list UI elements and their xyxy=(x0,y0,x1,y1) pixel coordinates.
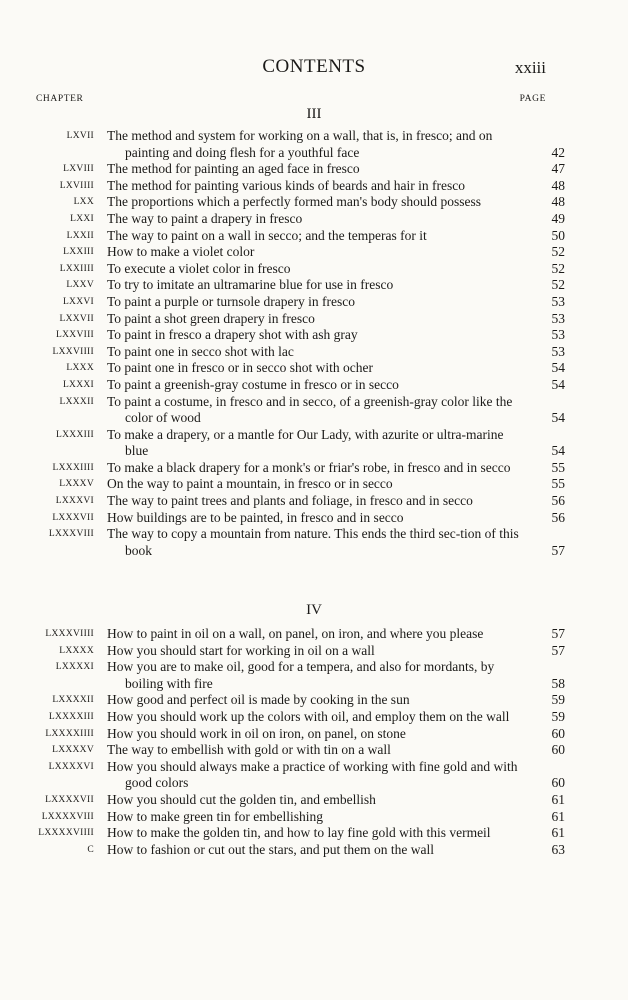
toc-entry xyxy=(0,178,628,195)
toc-entry xyxy=(0,526,628,559)
chapter-number: C xyxy=(87,844,94,855)
chapter-page: 57 xyxy=(551,642,565,658)
toc-entry xyxy=(0,277,628,294)
section-heading-iv: IV xyxy=(306,602,322,618)
chapter-number: LXXXIII xyxy=(56,429,94,440)
chapter-title: To execute a violet color in fresco xyxy=(107,260,291,276)
chapter-page: 53 xyxy=(551,327,565,343)
toc-entry xyxy=(0,643,628,660)
chapter-number: LXXVI xyxy=(62,296,94,307)
chapter-title: To try to imitate an ultramarine blue for use in fresco xyxy=(107,277,394,293)
toc-entry xyxy=(0,294,628,311)
page-column-heading: PAGE xyxy=(519,94,546,104)
chapter-number: LXXI xyxy=(70,213,94,224)
chapter-page: 52 xyxy=(551,244,565,260)
chapter-page: 60 xyxy=(551,775,565,791)
chapter-number: LXXXXVIIII xyxy=(38,828,94,839)
chapter-title: How to fashion or cut out the stars, and put them on the wall xyxy=(107,841,434,857)
chapter-number: LXXXXVIII xyxy=(41,811,94,822)
toc-entry xyxy=(0,228,628,245)
chapter-number: LXXXXIIII xyxy=(45,728,94,739)
toc-entry xyxy=(0,493,628,510)
chapter-number: LXXVII xyxy=(59,313,94,324)
toc-entry xyxy=(0,460,628,477)
chapter-number: LXVIIII xyxy=(59,180,94,191)
chapter-page: 48 xyxy=(551,194,565,210)
chapter-title: The way to paint a drapery in fresco xyxy=(107,210,303,226)
chapter-page: 53 xyxy=(551,343,565,359)
toc-entry xyxy=(0,377,628,394)
chapter-title: To paint a costume, in fresco and in secco, of a greenish-gray color like the color of wood xyxy=(107,393,513,426)
toc-entry xyxy=(0,194,628,211)
chapter-page: 57 xyxy=(551,542,565,558)
toc-entry xyxy=(0,809,628,826)
chapter-title: The way to copy a mountain from nature. This ends the third sec-tion of this book xyxy=(107,526,519,558)
chapter-number: LXVII xyxy=(66,131,94,141)
chapter-number: LXXXXVII xyxy=(45,794,94,805)
chapter-title: How you should work in oil on iron, on panel, on stone xyxy=(107,725,406,741)
chapter-title: How buildings are to be painted, in fresco and in secco xyxy=(107,509,404,525)
page-number: xxiii xyxy=(514,58,546,77)
chapter-title: To paint one in secco shot with lac xyxy=(107,343,294,359)
toc-entry xyxy=(0,792,628,809)
toc-entry xyxy=(0,759,628,792)
chapter-page: 49 xyxy=(551,210,565,226)
chapter-number: LXX xyxy=(73,197,94,208)
toc-entry xyxy=(0,427,628,460)
toc-entry xyxy=(0,692,628,709)
chapter-page: 56 xyxy=(551,493,565,509)
chapter-title: How to paint in oil on a wall, on panel, on iron, and where you please xyxy=(107,626,484,641)
chapter-title: How you are to make oil, good for a tempera, and also for mordants, by boiling with fire xyxy=(107,659,495,691)
toc-entry xyxy=(0,244,628,261)
chapter-page: 61 xyxy=(551,808,565,824)
chapter-page: 53 xyxy=(551,293,565,309)
toc-entry xyxy=(0,327,628,344)
chapter-title: How to make a violet color xyxy=(107,244,255,260)
chapter-title: To paint a greenish-gray costume in fresco or in secco xyxy=(107,376,399,392)
chapter-number: LXXXX xyxy=(59,645,94,656)
chapter-page: 60 xyxy=(551,725,565,741)
chapter-title: The method and system for working on a wall, that is, in fresco; and on painting and doing flesh for a youthful face xyxy=(107,128,493,160)
chapter-page: 54 xyxy=(551,376,565,392)
chapter-title: The method for painting an aged face in fresco xyxy=(107,161,360,177)
chapter-page: 52 xyxy=(551,277,565,293)
chapter-title: The way to paint on a wall in secco; and the temperas for it xyxy=(107,227,427,243)
chapter-number: LXXXV xyxy=(59,479,94,490)
chapter-title: The way to embellish with gold or with tin on a wall xyxy=(107,742,391,758)
chapter-number: LXXV xyxy=(66,280,94,291)
chapter-page: 58 xyxy=(551,675,565,691)
chapter-number: LXXXVIII xyxy=(48,529,94,540)
chapter-number: LXXXVI xyxy=(55,496,94,507)
chapter-page: 63 xyxy=(551,841,565,857)
toc-entry xyxy=(0,709,628,726)
chapter-number: LXXXXII xyxy=(52,695,94,706)
toc-entry xyxy=(0,510,628,527)
chapter-title: To make a drapery, or a mantle for Our Lady, with azurite or ultra-marine blue xyxy=(107,426,504,459)
chapter-number: LXXXII xyxy=(59,396,94,407)
toc-entry xyxy=(0,261,628,278)
chapter-title: To paint one in fresco or in secco shot with ocher xyxy=(107,360,373,376)
toc-entry xyxy=(0,344,628,361)
chapter-title: The method for painting various kinds of beards and hair in fresco xyxy=(107,177,466,193)
chapter-title: The way to paint trees and plants and foliage, in fresco and in secco xyxy=(107,493,473,509)
chapter-title: How to make the golden tin, and how to lay fine gold with this vermeil xyxy=(107,825,491,841)
chapter-title: How to make green tin for embellishing xyxy=(107,808,323,824)
toc-entry xyxy=(0,311,628,328)
chapter-column-heading: CHAPTER xyxy=(36,94,84,104)
section-iii-list xyxy=(0,128,628,559)
toc-entry xyxy=(0,394,628,427)
chapter-page: 59 xyxy=(551,692,565,708)
chapter-title: The proportions which a perfectly formed man's body should possess xyxy=(107,194,481,210)
chapter-page: 55 xyxy=(551,476,565,492)
chapter-page: 47 xyxy=(551,161,565,177)
chapter-title: How you should cut the golden tin, and embellish xyxy=(107,791,376,807)
chapter-page: 50 xyxy=(551,227,565,243)
toc-entry xyxy=(0,825,628,842)
chapter-page: 61 xyxy=(551,791,565,807)
chapter-title: To paint a purple or turnsole drapery in fresco xyxy=(107,293,355,309)
chapter-title: How you should work up the colors with oil, and employ them on the wall xyxy=(107,708,510,724)
chapter-page: 55 xyxy=(551,459,565,475)
toc-entry xyxy=(0,659,628,692)
chapter-number: LXXXXVI xyxy=(48,761,94,772)
chapter-title: On the way to paint a mountain, in fresco or in secco xyxy=(107,476,393,492)
chapter-number: LXXXXV xyxy=(52,745,94,756)
chapter-page: 54 xyxy=(551,410,565,426)
chapter-number: LXXIIII xyxy=(59,263,94,274)
chapter-title: How good and perfect oil is made by cooking in the sun xyxy=(107,692,410,708)
chapter-page: 56 xyxy=(551,509,565,525)
chapter-page: 48 xyxy=(551,177,565,193)
toc-entry xyxy=(0,742,628,759)
chapter-page: 60 xyxy=(551,742,565,758)
chapter-title: To paint a shot green drapery in fresco xyxy=(107,310,315,326)
chapter-page: 54 xyxy=(551,360,565,376)
chapter-title: To make a black drapery for a monk's or friar's robe, in fresco and in secco xyxy=(107,459,511,475)
toc-entry xyxy=(0,128,628,161)
chapter-number: LXXII xyxy=(66,230,94,241)
chapter-number: LXXXXIII xyxy=(48,711,94,722)
chapter-number: LXVIII xyxy=(63,164,94,175)
toc-entry xyxy=(0,360,628,377)
chapter-page: 61 xyxy=(551,825,565,841)
section-heading-iii: III xyxy=(306,106,322,122)
chapter-title: How you should always make a practice of working with fine gold and with good colors xyxy=(107,758,518,791)
chapter-page: 57 xyxy=(551,626,565,641)
toc-entry xyxy=(0,842,628,859)
chapter-title: To paint in fresco a drapery shot with ash gray xyxy=(107,327,358,343)
chapter-page: 54 xyxy=(551,443,565,459)
section-iv-list xyxy=(0,626,628,858)
chapter-page: 59 xyxy=(551,708,565,724)
chapter-page: 53 xyxy=(551,310,565,326)
chapter-number: LXXXIIII xyxy=(52,462,94,473)
toc-entry xyxy=(0,476,628,493)
toc-entry xyxy=(0,211,628,228)
chapter-number: LXXVIII xyxy=(56,330,94,341)
chapter-number: LXXX xyxy=(66,363,94,374)
chapter-number: LXXXVIIII xyxy=(45,629,94,639)
page-title: CONTENTS xyxy=(262,56,366,77)
chapter-title: How you should start for working in oil on a wall xyxy=(107,642,375,658)
chapter-number: LXXXXI xyxy=(55,662,94,673)
chapter-number: LXXVIIII xyxy=(52,346,94,357)
toc-entry xyxy=(0,161,628,178)
chapter-number: LXXXVII xyxy=(52,512,94,523)
chapter-number: LXXXI xyxy=(62,379,94,390)
toc-entry xyxy=(0,726,628,743)
toc-entry xyxy=(0,626,628,643)
chapter-page: 52 xyxy=(551,260,565,276)
chapter-page: 42 xyxy=(551,144,565,160)
chapter-number: LXXIII xyxy=(63,247,94,258)
